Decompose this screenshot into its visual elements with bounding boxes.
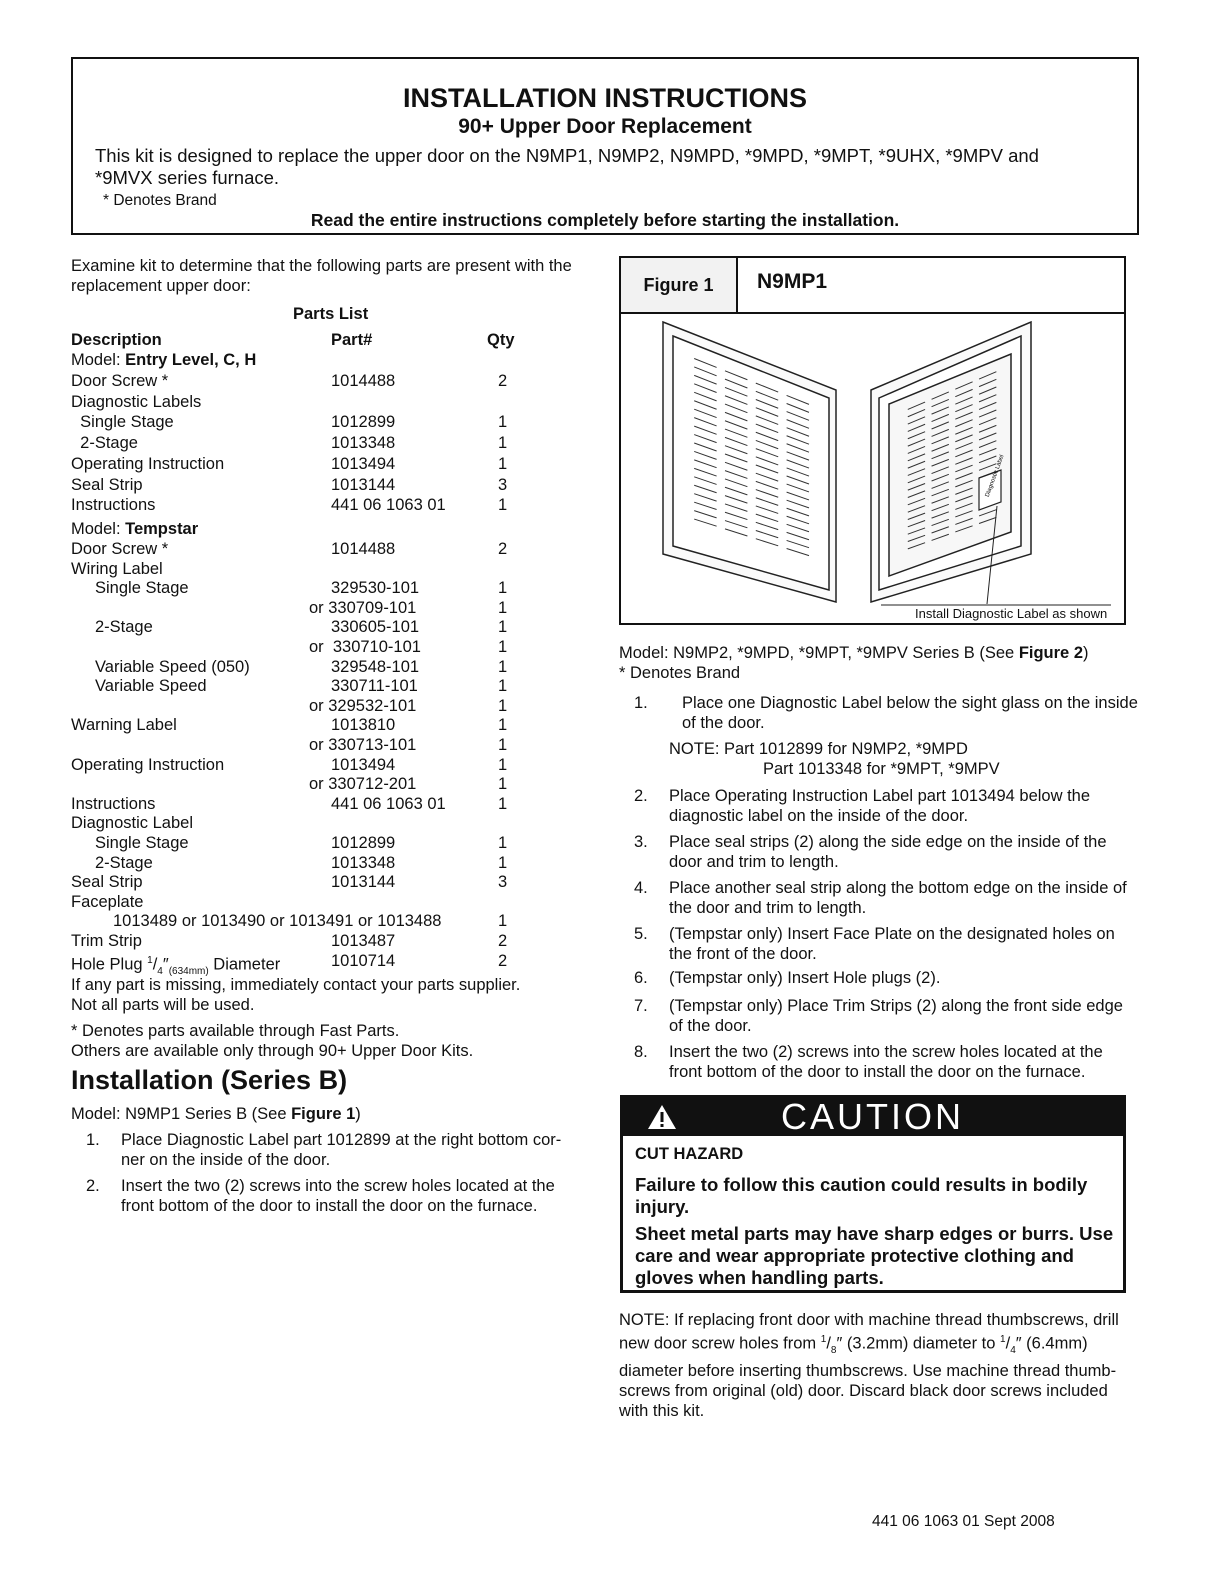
step-num: 1. xyxy=(86,1131,100,1149)
col-part: Part# xyxy=(331,331,373,349)
part-qty: 1 xyxy=(498,755,508,774)
part-desc: Variable Speed (050) xyxy=(95,657,250,676)
note-l2: new door screw holes from $^1/_8''$ (3.2mm) diameter to $^1/_4''$ (6.4mm) xyxy=(619,1334,1088,1356)
install-model-b: ) xyxy=(355,1105,361,1123)
part-number: 1013348 xyxy=(331,434,396,453)
right-model-line xyxy=(619,643,1139,683)
step-line-1: Insert the two (2) screws into the screw holes located at the xyxy=(121,1177,555,1195)
part-qty: 2 xyxy=(498,372,508,390)
left-door-outer xyxy=(663,322,836,602)
thumbscrew-note xyxy=(619,1310,1149,1421)
part-qty: 1 xyxy=(498,716,508,735)
installation-heading: Installation (Series B) xyxy=(71,1065,348,1095)
note-l2b: ″ (3.2mm) diameter to xyxy=(836,1334,1001,1353)
frac1-num: 1 xyxy=(820,1334,827,1345)
part-desc: Single Stage xyxy=(95,834,189,852)
plug-inch: ″ xyxy=(162,955,169,974)
callout-text: Install Diagnostic Label as shown xyxy=(915,606,1108,621)
part-desc: Operating Instruction xyxy=(71,755,225,774)
part-qty: 3 xyxy=(498,475,508,494)
missing-note xyxy=(71,975,520,1015)
part-number: 1013494 xyxy=(331,454,396,473)
step-num: 2. xyxy=(86,1177,100,1195)
page-title: INSTALLATION INSTRUCTIONS xyxy=(403,83,807,113)
examine-line-1: Examine kit to determine that the following parts are present with the xyxy=(71,257,572,275)
diagnostic-label-text: Diagnostic Label xyxy=(984,454,1006,498)
step-num: 6. xyxy=(634,969,648,987)
hole-plug-desc: Hole Plug $^1/_4''_{(634mm)}$ Diameter xyxy=(71,955,281,977)
part-qty: 1 xyxy=(498,853,508,872)
part-desc: Variable Speed xyxy=(95,677,207,696)
right-model-b: ) xyxy=(1083,644,1089,662)
part-desc: Diagnostic Label xyxy=(71,814,193,833)
part-qty: 1 xyxy=(498,413,508,432)
note-l4: screws from original (old) door. Discard black door screws included xyxy=(619,1381,1108,1400)
trim-part: 1013487 xyxy=(331,932,396,950)
part-desc: 2-Stage xyxy=(95,853,153,872)
step-num: 1. xyxy=(634,694,648,712)
step-line-2: the door and trim to length. xyxy=(669,899,867,917)
step xyxy=(86,1130,606,1170)
step-line-1: (Tempstar only) Place Trim Strips (2) along the front side edge xyxy=(669,997,1123,1015)
part-qty: 1 xyxy=(498,794,508,813)
step xyxy=(634,786,1154,826)
part-desc: Faceplate xyxy=(71,892,144,911)
step-num: 2. xyxy=(634,787,648,805)
trim-desc: Trim Strip xyxy=(71,932,142,950)
figure-title: N9MP1 xyxy=(757,270,828,293)
install-model-line xyxy=(71,1104,361,1124)
frac1-den: 8 xyxy=(830,1344,837,1356)
frac2-num: 1 xyxy=(1000,1334,1006,1345)
fast-line-1: * Denotes parts available through Fast Parts. xyxy=(71,1022,400,1040)
part-number: 1013494 xyxy=(331,755,396,774)
step-num: 4. xyxy=(634,879,648,897)
step-line-2: ner on the inside of the door. xyxy=(121,1151,331,1169)
step-line-1: Place one Diagnostic Label below the sight glass on the inside xyxy=(682,694,1138,712)
part-desc: Warning Label xyxy=(71,716,177,735)
left-door-panel xyxy=(673,336,829,590)
part-number: 1013144 xyxy=(331,873,396,892)
part-qty: 1 xyxy=(498,775,508,794)
part-qty: 1 xyxy=(498,454,508,473)
model-entry-level xyxy=(71,350,256,370)
step xyxy=(634,1042,1154,1082)
note-l2a: new door screw holes from xyxy=(619,1334,821,1353)
part-qty: 1 xyxy=(498,696,508,715)
part-qty: 1 xyxy=(498,496,508,515)
read-all-warning: Read the entire instructions completely before starting the installation. xyxy=(310,210,900,230)
step-line-1: Insert the two (2) screws into the screw holes located at the xyxy=(669,1043,1103,1061)
col-qty: Qty xyxy=(487,331,515,349)
model-name: Entry Level, C, H xyxy=(125,351,257,369)
right-door-outer xyxy=(871,322,1031,602)
faceplate-qty: 1 xyxy=(498,912,508,930)
fast-parts-note xyxy=(71,1021,473,1061)
examine-text xyxy=(71,256,601,296)
step-num: 7. xyxy=(634,997,648,1015)
caution-word: CAUTION xyxy=(781,1096,964,1137)
missing-line-2: Not all parts will be used. xyxy=(71,996,255,1014)
figure-ref: Figure 1 xyxy=(291,1105,356,1123)
missing-line-1: If any part is missing, immediately contact your parts supplier. xyxy=(71,976,521,994)
part-qty: 1 xyxy=(498,638,508,656)
note-l3: diameter before inserting thumbscrews. Use machine thread thumb- xyxy=(619,1361,1117,1380)
part-number: 1014488 xyxy=(331,372,396,390)
part-desc: Seal Strip xyxy=(71,873,143,892)
part-number: 441 06 1063 01 xyxy=(331,794,446,813)
step-line-1: Place Diagnostic Label part 1012899 at the right bottom cor- xyxy=(121,1131,562,1149)
plug-mm: (634mm) xyxy=(168,965,209,977)
part-qty: 3 xyxy=(498,873,508,892)
fast-line-2: Others are available only through 90+ Upper Door Kits. xyxy=(71,1042,474,1060)
header-box xyxy=(71,57,1139,235)
caution-box xyxy=(620,1095,1126,1293)
caution-text-2: Sheet metal parts may have sharp edges or burrs. Use care and wear appropriate protective clothing and gloves when handling parts. xyxy=(635,1223,1114,1288)
part-desc: Single Stage xyxy=(95,579,189,598)
step-num: 5. xyxy=(634,925,648,943)
part-qty: 1 xyxy=(498,736,508,754)
note-l1: NOTE: If replacing front door with machine thread thumbscrews, drill xyxy=(619,1311,1119,1329)
examine-line-2: replacement upper door: xyxy=(71,277,251,295)
step-line-1: Place Operating Instruction Label part 1013494 below the xyxy=(669,787,1091,805)
note-line-1: NOTE: Part 1012899 for N9MP2, *9MPD xyxy=(669,740,968,758)
step-line-1: (Tempstar only) Insert Face Plate on the designated holes on xyxy=(669,925,1115,943)
model-prefix: Model: xyxy=(71,520,126,538)
plug-frac-den: 4 xyxy=(157,965,163,977)
part-qty: 1 xyxy=(498,598,508,617)
note-l5: with this kit. xyxy=(619,1401,705,1420)
model-prefix: Model: xyxy=(71,351,126,369)
page-subtitle: 90+ Upper Door Replacement xyxy=(458,115,752,138)
intro-line-1: This kit is designed to replace the upper door on the N9MP1, N9MP2, N9MPD, *9MPD, *9MPT, *9UHX, *9MPV and xyxy=(95,145,1039,166)
part-number: or 330710-101 xyxy=(309,638,421,656)
plug-part: 1010714 xyxy=(331,952,396,970)
part-desc: Instructions xyxy=(71,496,156,515)
plug-desc-b: Diameter xyxy=(208,955,281,974)
intro-text xyxy=(95,145,1095,189)
part-number: 1013348 xyxy=(331,853,396,872)
caution-bar xyxy=(623,1098,1123,1136)
door-illustration xyxy=(621,314,1124,625)
part-number: 330711-101 xyxy=(331,677,418,696)
right-brand-note: * Denotes Brand xyxy=(619,664,741,682)
step-line-1: Place another seal strip along the bottom edge on the inside of xyxy=(669,879,1127,897)
caution-text-1: Failure to follow this caution could results in bodily injury. xyxy=(635,1174,1088,1217)
part-number: or 330712-201 xyxy=(309,775,417,794)
part-desc: Wiring Label xyxy=(71,559,163,578)
step-num: 8. xyxy=(634,1043,648,1061)
part-qty: 2 xyxy=(498,540,508,558)
part-number: or 330713-101 xyxy=(309,736,417,754)
warning-triangle-icon xyxy=(647,1104,677,1130)
parts-list-title: Parts List xyxy=(293,305,369,323)
plug-frac-num: 1 xyxy=(147,955,153,966)
step-line-2: door and trim to length. xyxy=(669,853,839,871)
part-desc: Operating Instruction xyxy=(71,454,225,473)
right-model-a: Model: N9MP2, *9MPD, *9MPT, *9MPV Series B (See xyxy=(619,644,1019,662)
part-number: or 329532-101 xyxy=(309,696,417,715)
model-tempstar xyxy=(71,519,198,539)
note-l2c: ″ (6.4mm) xyxy=(1015,1334,1088,1353)
part-number: 441 06 1063 01 xyxy=(331,496,446,515)
step-line-2: of the door. xyxy=(669,1017,752,1035)
right-step-1 xyxy=(634,693,1154,733)
frac2-den: 4 xyxy=(1010,1344,1016,1356)
part-number: 1012899 xyxy=(331,834,396,852)
part-number: 1013810 xyxy=(331,716,396,735)
model-name: Tempstar xyxy=(125,520,199,538)
trim-qty: 2 xyxy=(498,932,508,950)
step-line-2: front bottom of the door to install the door on the furnace. xyxy=(121,1197,538,1215)
faceplate-parts: 1013489 or 1013490 or 1013491 or 1013488 xyxy=(113,912,442,930)
part-qty: 1 xyxy=(498,579,508,598)
cut-hazard: CUT HAZARD xyxy=(635,1145,744,1163)
step xyxy=(634,878,1154,918)
part-desc: Door Screw * xyxy=(71,540,169,558)
figure-1 xyxy=(619,256,1126,625)
part-number: 1014488 xyxy=(331,540,396,558)
right-note-part xyxy=(669,739,1000,779)
col-description: Description xyxy=(71,331,162,349)
part-desc: 2-Stage xyxy=(71,434,138,453)
part-number: 330605-101 xyxy=(331,618,420,637)
step xyxy=(634,996,1154,1036)
figure-2-ref: Figure 2 xyxy=(1018,644,1083,662)
part-number: 1013144 xyxy=(331,475,396,494)
step-line-2: of the door. xyxy=(682,714,765,732)
part-desc: 2-Stage xyxy=(95,618,153,637)
install-model-a: Model: N9MP1 Series B (See xyxy=(71,1105,292,1123)
plug-qty: 2 xyxy=(498,952,508,970)
step xyxy=(634,832,1154,872)
step-line-2: diagnostic label on the inside of the door. xyxy=(669,807,969,825)
part-qty: 1 xyxy=(498,834,508,852)
brand-note: * Denotes Brand xyxy=(103,192,217,209)
part-desc: Door Screw * xyxy=(71,372,169,390)
step-line-1: Place seal strips (2) along the side edge on the inside of the xyxy=(669,833,1107,851)
intro-line-2: *9MVX series furnace. xyxy=(95,167,280,188)
part-qty: 1 xyxy=(498,657,508,676)
part-number: 1012899 xyxy=(331,413,396,432)
step-num: 3. xyxy=(634,833,648,851)
step-line-2: front bottom of the door to install the door on the furnace. xyxy=(669,1063,1086,1081)
note-line-2: Part 1013348 for *9MPT, *9MPV xyxy=(763,760,1000,778)
part-desc: Single Stage xyxy=(71,413,174,432)
step xyxy=(86,1176,606,1216)
step-line-2: the front of the door. xyxy=(669,945,817,963)
part-desc: Instructions xyxy=(71,794,156,813)
part-qty: 1 xyxy=(498,677,508,696)
figure-label: Figure 1 xyxy=(621,258,738,312)
step-line-1: (Tempstar only) Insert Hole plugs (2). xyxy=(669,969,941,987)
part-desc: Diagnostic Labels xyxy=(71,392,202,411)
step xyxy=(634,924,1154,964)
part-number: 329530-101 xyxy=(331,579,420,598)
part-desc: Seal Strip xyxy=(71,475,143,494)
plug-desc-a: Hole Plug xyxy=(71,955,148,974)
part-qty: 1 xyxy=(498,618,508,637)
part-number: 329548-101 xyxy=(331,657,420,676)
footer-doc-number: 441 06 1063 01 Sept 2008 xyxy=(872,1513,1055,1530)
part-number: or 330709-101 xyxy=(309,598,417,617)
part-qty: 1 xyxy=(498,434,508,453)
